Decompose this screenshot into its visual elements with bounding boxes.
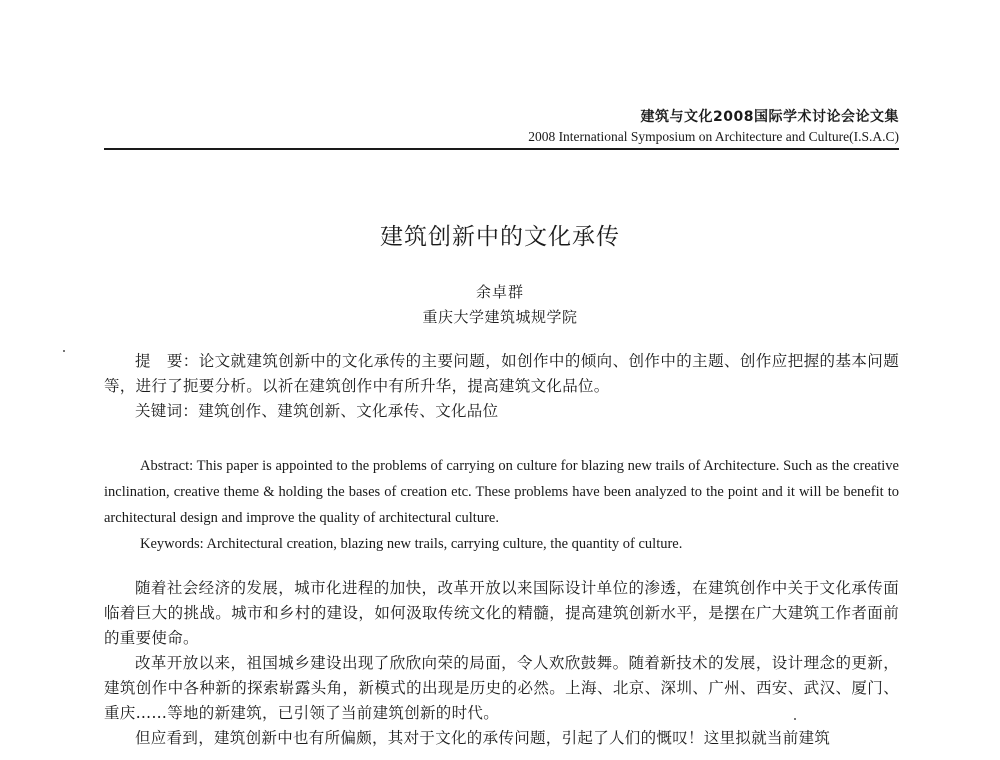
body-paragraph: 但应看到，建筑创新中也有所偏颇，其对于文化的承传问题，引起了人们的慨叹！这里拟就当前建筑: [135, 729, 831, 747]
author-name: 余卓群: [475, 283, 524, 301]
header-rule: [104, 148, 899, 150]
abstract-cn-text: 论文就建筑创新中的文化承传的主要问题，如创作中的倾向、创作中的主题、创作应把握的基本问题等，进行了扼要分析。以祈在建筑创作中有所升华，提高建筑文化品位。: [104, 352, 900, 395]
scan-speck: [63, 350, 65, 352]
running-header-chinese: 建筑与文化2008国际学术讨论会论文集: [640, 109, 899, 125]
body-paragraph: 改革开放以来，祖国城乡建设出现了欣欣向荣的局面，令人欢欣鼓舞。随着新技术的发展，设计理念的更新，建筑创作中各种新的探索崭露头角，新模式的出现是历史的必然。上海、北京、深圳、广州、西安、武汉、厦门、重庆……等地的新建筑，已引领了当前建筑创新的时代。: [104, 654, 899, 722]
paper-title: 建筑创新中的文化承传: [380, 224, 620, 250]
abstract-chinese: [104, 349, 899, 399]
running-header-english: 2008 International Symposium on Architecture and Culture(I.S.A.C): [528, 129, 899, 144]
abstract-cn-label: 提 要：: [135, 352, 199, 370]
keywords-en-label: Keywords:: [140, 536, 204, 552]
keywords-en-text: Architectural creation, blazing new trails, carrying culture, the quantity of culture.: [206, 536, 683, 552]
keywords-cn-label: 关键词：: [135, 402, 199, 420]
scan-speck: [794, 718, 796, 720]
abstract-en-label: Abstract:: [140, 458, 194, 474]
keywords-cn-text: 建筑创作、建筑创新、文化承传、文化品位: [198, 402, 499, 420]
author-affiliation: 重庆大学建筑城规学院: [422, 308, 578, 326]
body-text: [104, 576, 899, 751]
keywords-chinese: [104, 399, 899, 424]
abstract-english: [104, 453, 899, 531]
keywords-english: [104, 531, 899, 557]
abstract-en-text: This paper is appointed to the problems of carrying on culture for blazing new trails of Architecture. Such as the creative inclination, creative theme & holding the bases of creation etc. These problems have been analyzed to the point and it will be benefit to architectural design and improve the quality of architectural culture.: [104, 458, 899, 526]
body-paragraph: 随着社会经济的发展，城市化进程的加快，改革开放以来国际设计单位的渗透，在建筑创作中关于文化承传面临着巨大的挑战。城市和乡村的建设，如何汲取传统文化的精髓，提高建筑创新水平，是摆在广大建筑工作者面前的重要使命。: [104, 579, 899, 647]
